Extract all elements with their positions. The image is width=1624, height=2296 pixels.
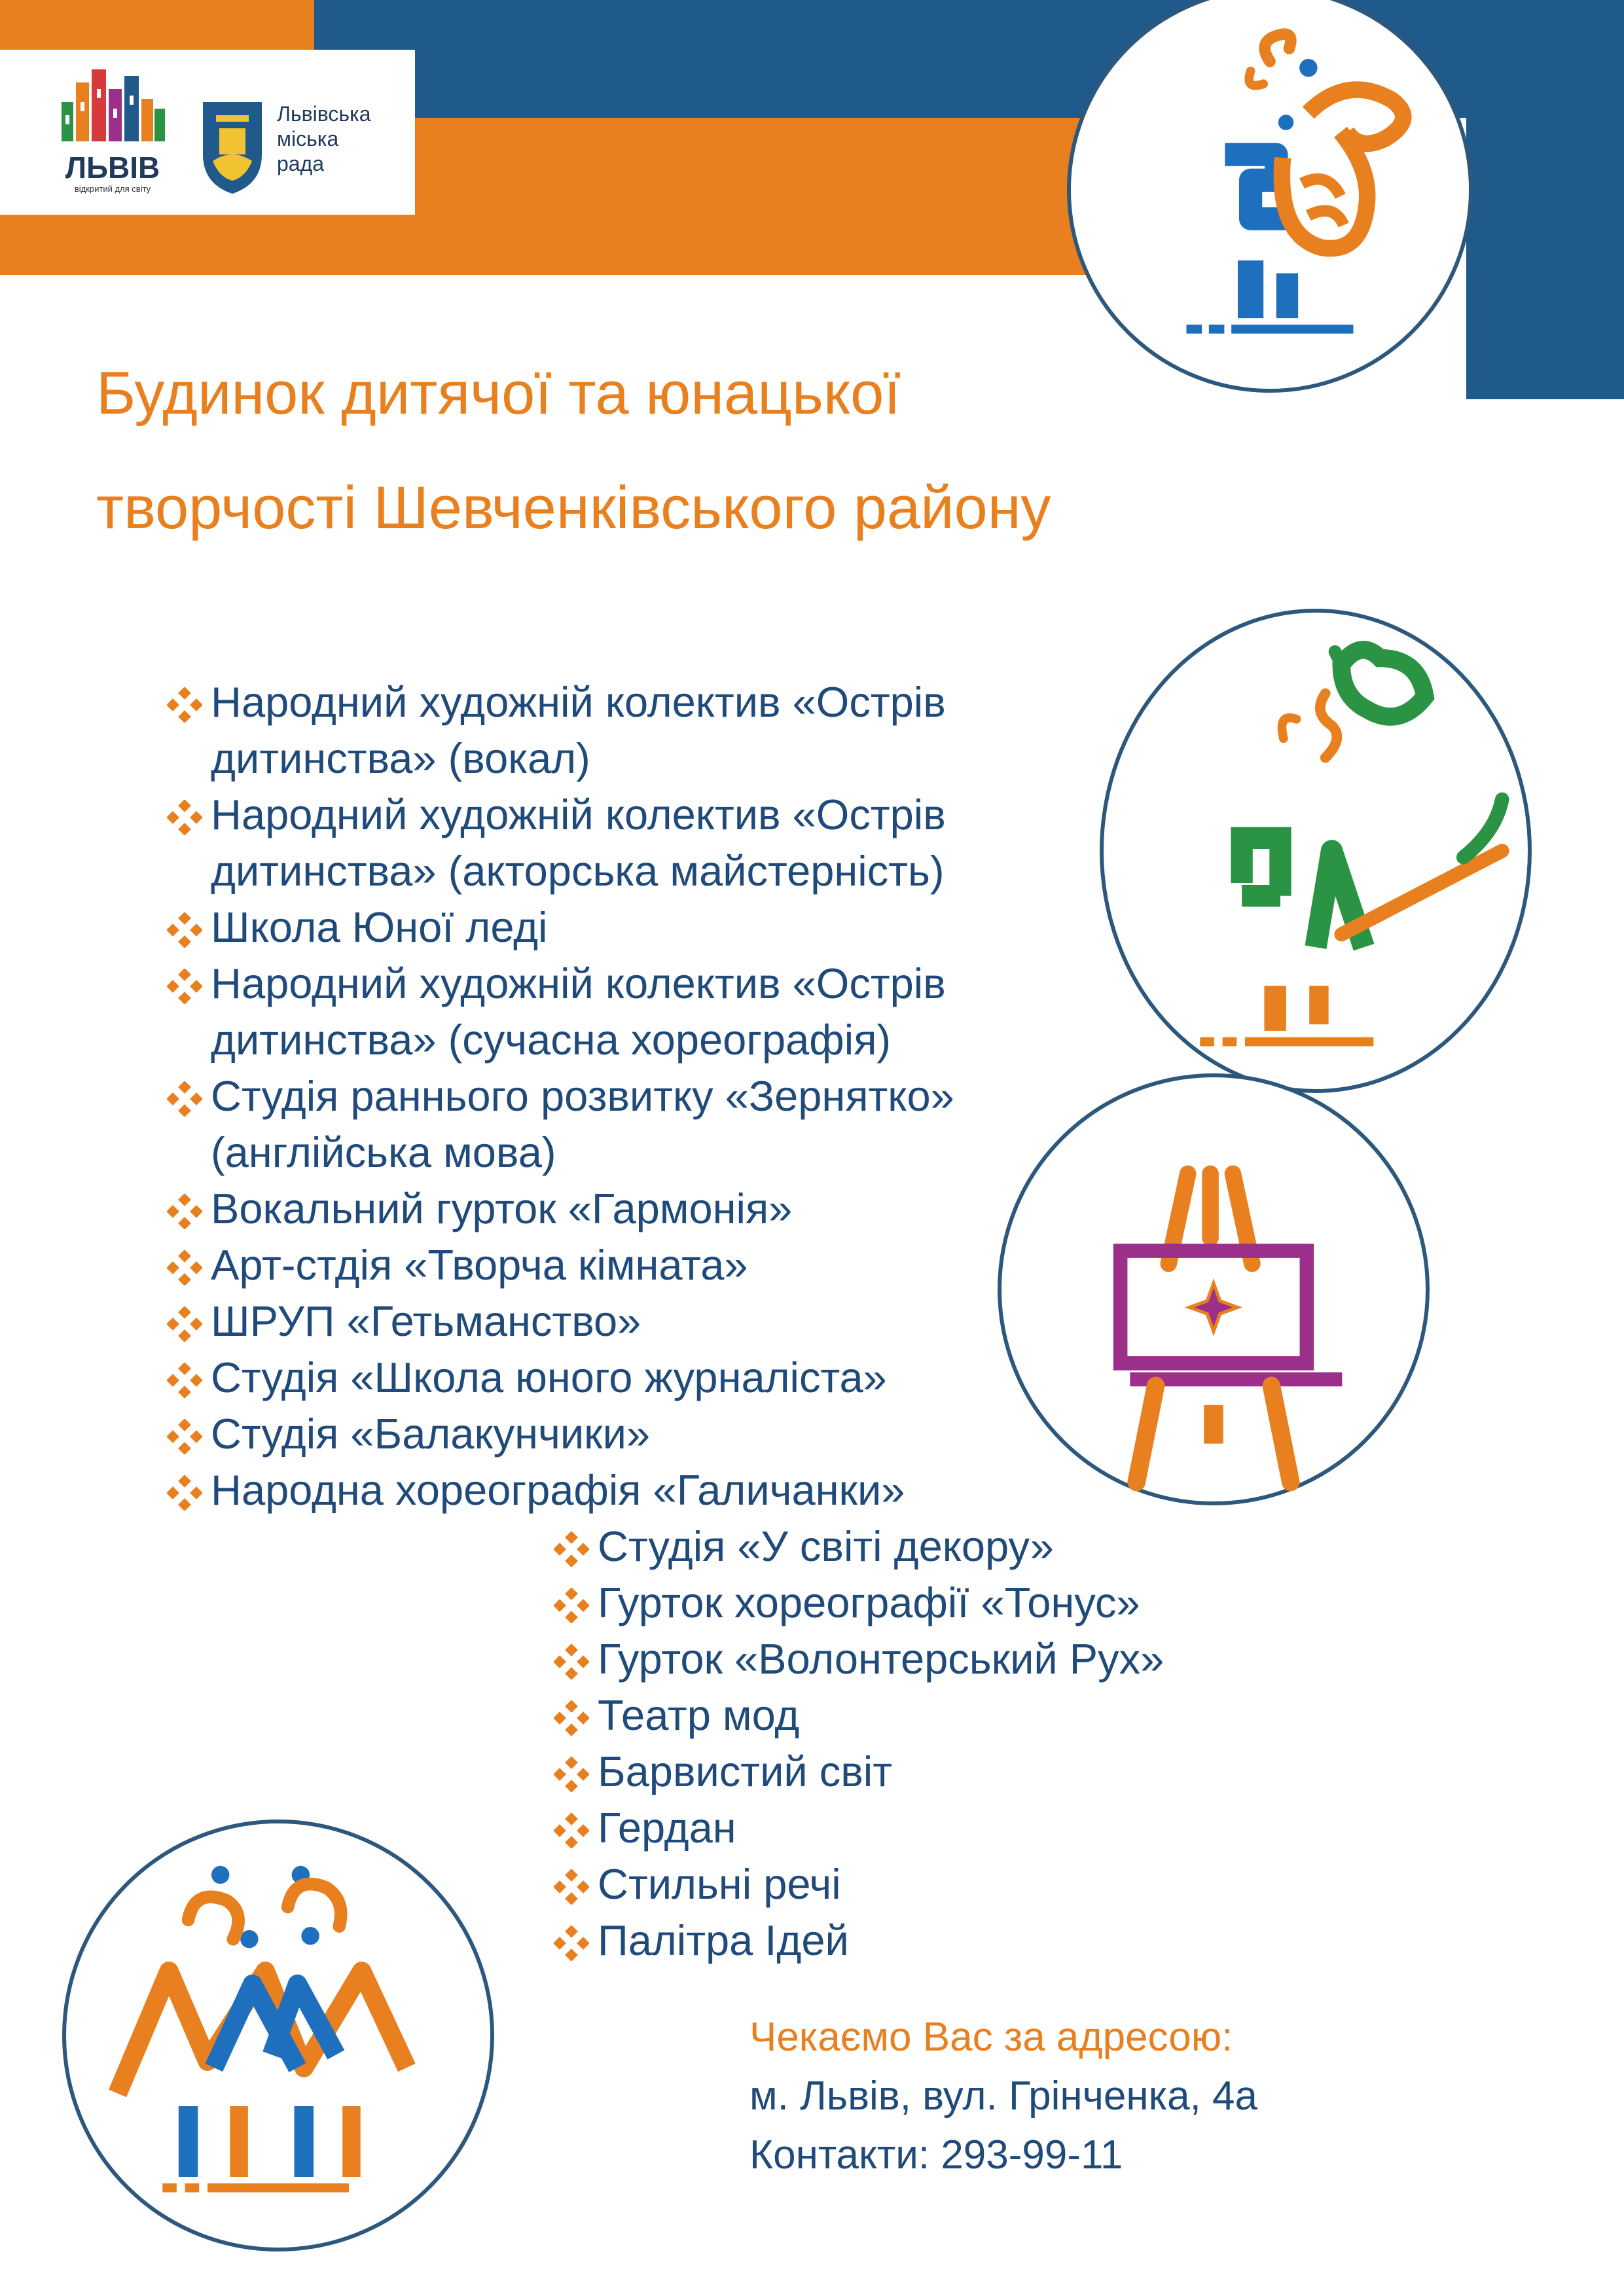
list-item-continuation: дитинства» (акторська майстерність) [211, 847, 945, 895]
list-item: Школа Юної леді [167, 899, 1096, 956]
lviv-logo-text: ЛЬВІВ [65, 151, 160, 185]
list-item-continuation: дитинства» (сучасна хореографія) [211, 1016, 892, 1064]
list-item: Гурток «Волонтерський Рух» [554, 1631, 1339, 1687]
lviv-towers-icon [56, 63, 169, 148]
list-item-continuation: дитинства» (вокал) [211, 734, 590, 782]
diamond-bullet-icon [554, 1926, 589, 1961]
header-orange-strip [314, 118, 1191, 275]
contact-phone: Контакти: 293-99-11 [749, 2132, 1123, 2178]
diamond-bullet-icon [554, 1757, 589, 1792]
diamond-bullet-icon [167, 1081, 202, 1117]
council-name-line2: міська [277, 127, 339, 151]
council-name-line3: рада [277, 152, 325, 175]
contact-address: м. Львів, вул. Грінченка, 4а [749, 2073, 1257, 2119]
diamond-bullet-icon [554, 1869, 589, 1905]
flute-player-illustration [1100, 609, 1532, 1093]
diamond-bullet-icon [167, 1475, 202, 1511]
diamond-bullet-icon [167, 1306, 202, 1342]
diamond-bullet-icon [167, 1194, 202, 1229]
page-title-line2: творчості Шевченківського району [96, 475, 1051, 541]
lviv-logo-tagline: відкритий для світу [74, 184, 151, 194]
logo-panel [0, 50, 415, 215]
list-item: Вокальний гурток «Гармонія» [167, 1181, 1096, 1237]
list-item: Театр мод [554, 1687, 1339, 1744]
flute-player-icon [1104, 613, 1528, 1089]
list-item: Арт-стдія «Творча кімната» [167, 1237, 1096, 1293]
diamond-bullet-icon [167, 912, 202, 948]
council-logo[interactable] [200, 99, 403, 197]
lviv-city-logo[interactable] [56, 63, 169, 202]
list-item: Студія «Школа юного журналіста» [167, 1350, 1096, 1406]
club-list-left [167, 674, 1096, 1518]
diamond-bullet-icon [554, 1644, 589, 1679]
dancing-couple-icon [66, 1823, 490, 2248]
diamond-bullet-icon [167, 800, 202, 835]
diamond-bullet-icon [167, 1419, 202, 1454]
diamond-bullet-icon [554, 1813, 589, 1848]
header-blue-corner [1466, 118, 1624, 399]
page-title-line1: Будинок дитячої та юнацької [96, 360, 901, 427]
list-item: Народний художній колектив «Острів [167, 956, 1096, 1012]
list-item: Студія «Балакунчики» [167, 1406, 1096, 1462]
diamond-bullet-icon [554, 1588, 589, 1623]
list-item: ШРУП «Гетьманство» [167, 1293, 1096, 1350]
diamond-bullet-icon [167, 969, 202, 1004]
list-item-continuation: (англійська мова) [211, 1128, 556, 1176]
list-item: Народний художній колектив «Острів [167, 674, 1096, 730]
tuba-player-icon [1071, 0, 1469, 389]
diamond-bullet-icon [554, 1700, 589, 1736]
council-name-line1: Львівська [277, 102, 371, 126]
list-item: Гердан [554, 1800, 1339, 1856]
diamond-bullet-icon [167, 1250, 202, 1285]
tuba-player-illustration [1067, 0, 1473, 393]
diamond-bullet-icon [167, 1363, 202, 1398]
list-item: Студія раннього розвитку «Зернятко» [167, 1068, 1096, 1124]
dancing-couple-illustration [62, 1820, 494, 2251]
club-list-right [554, 1518, 1339, 1969]
list-item: Народний художній колектив «Острів [167, 787, 1096, 843]
list-item: Палітра Ідей [554, 1912, 1339, 1969]
diamond-bullet-icon [167, 687, 202, 723]
list-item: Стильні речі [554, 1856, 1339, 1912]
contact-invite: Чекаємо Вас за адресою: [749, 2015, 1233, 2060]
list-item: Гурток хореографії «Тонус» [554, 1575, 1339, 1631]
list-item: Студія «У світі декору» [554, 1518, 1339, 1575]
coat-of-arms-icon [200, 99, 265, 197]
list-item: Народна хореографія «Галичанки» [167, 1462, 1096, 1518]
list-item: Барвистий світ [554, 1744, 1339, 1800]
diamond-bullet-icon [554, 1532, 589, 1567]
